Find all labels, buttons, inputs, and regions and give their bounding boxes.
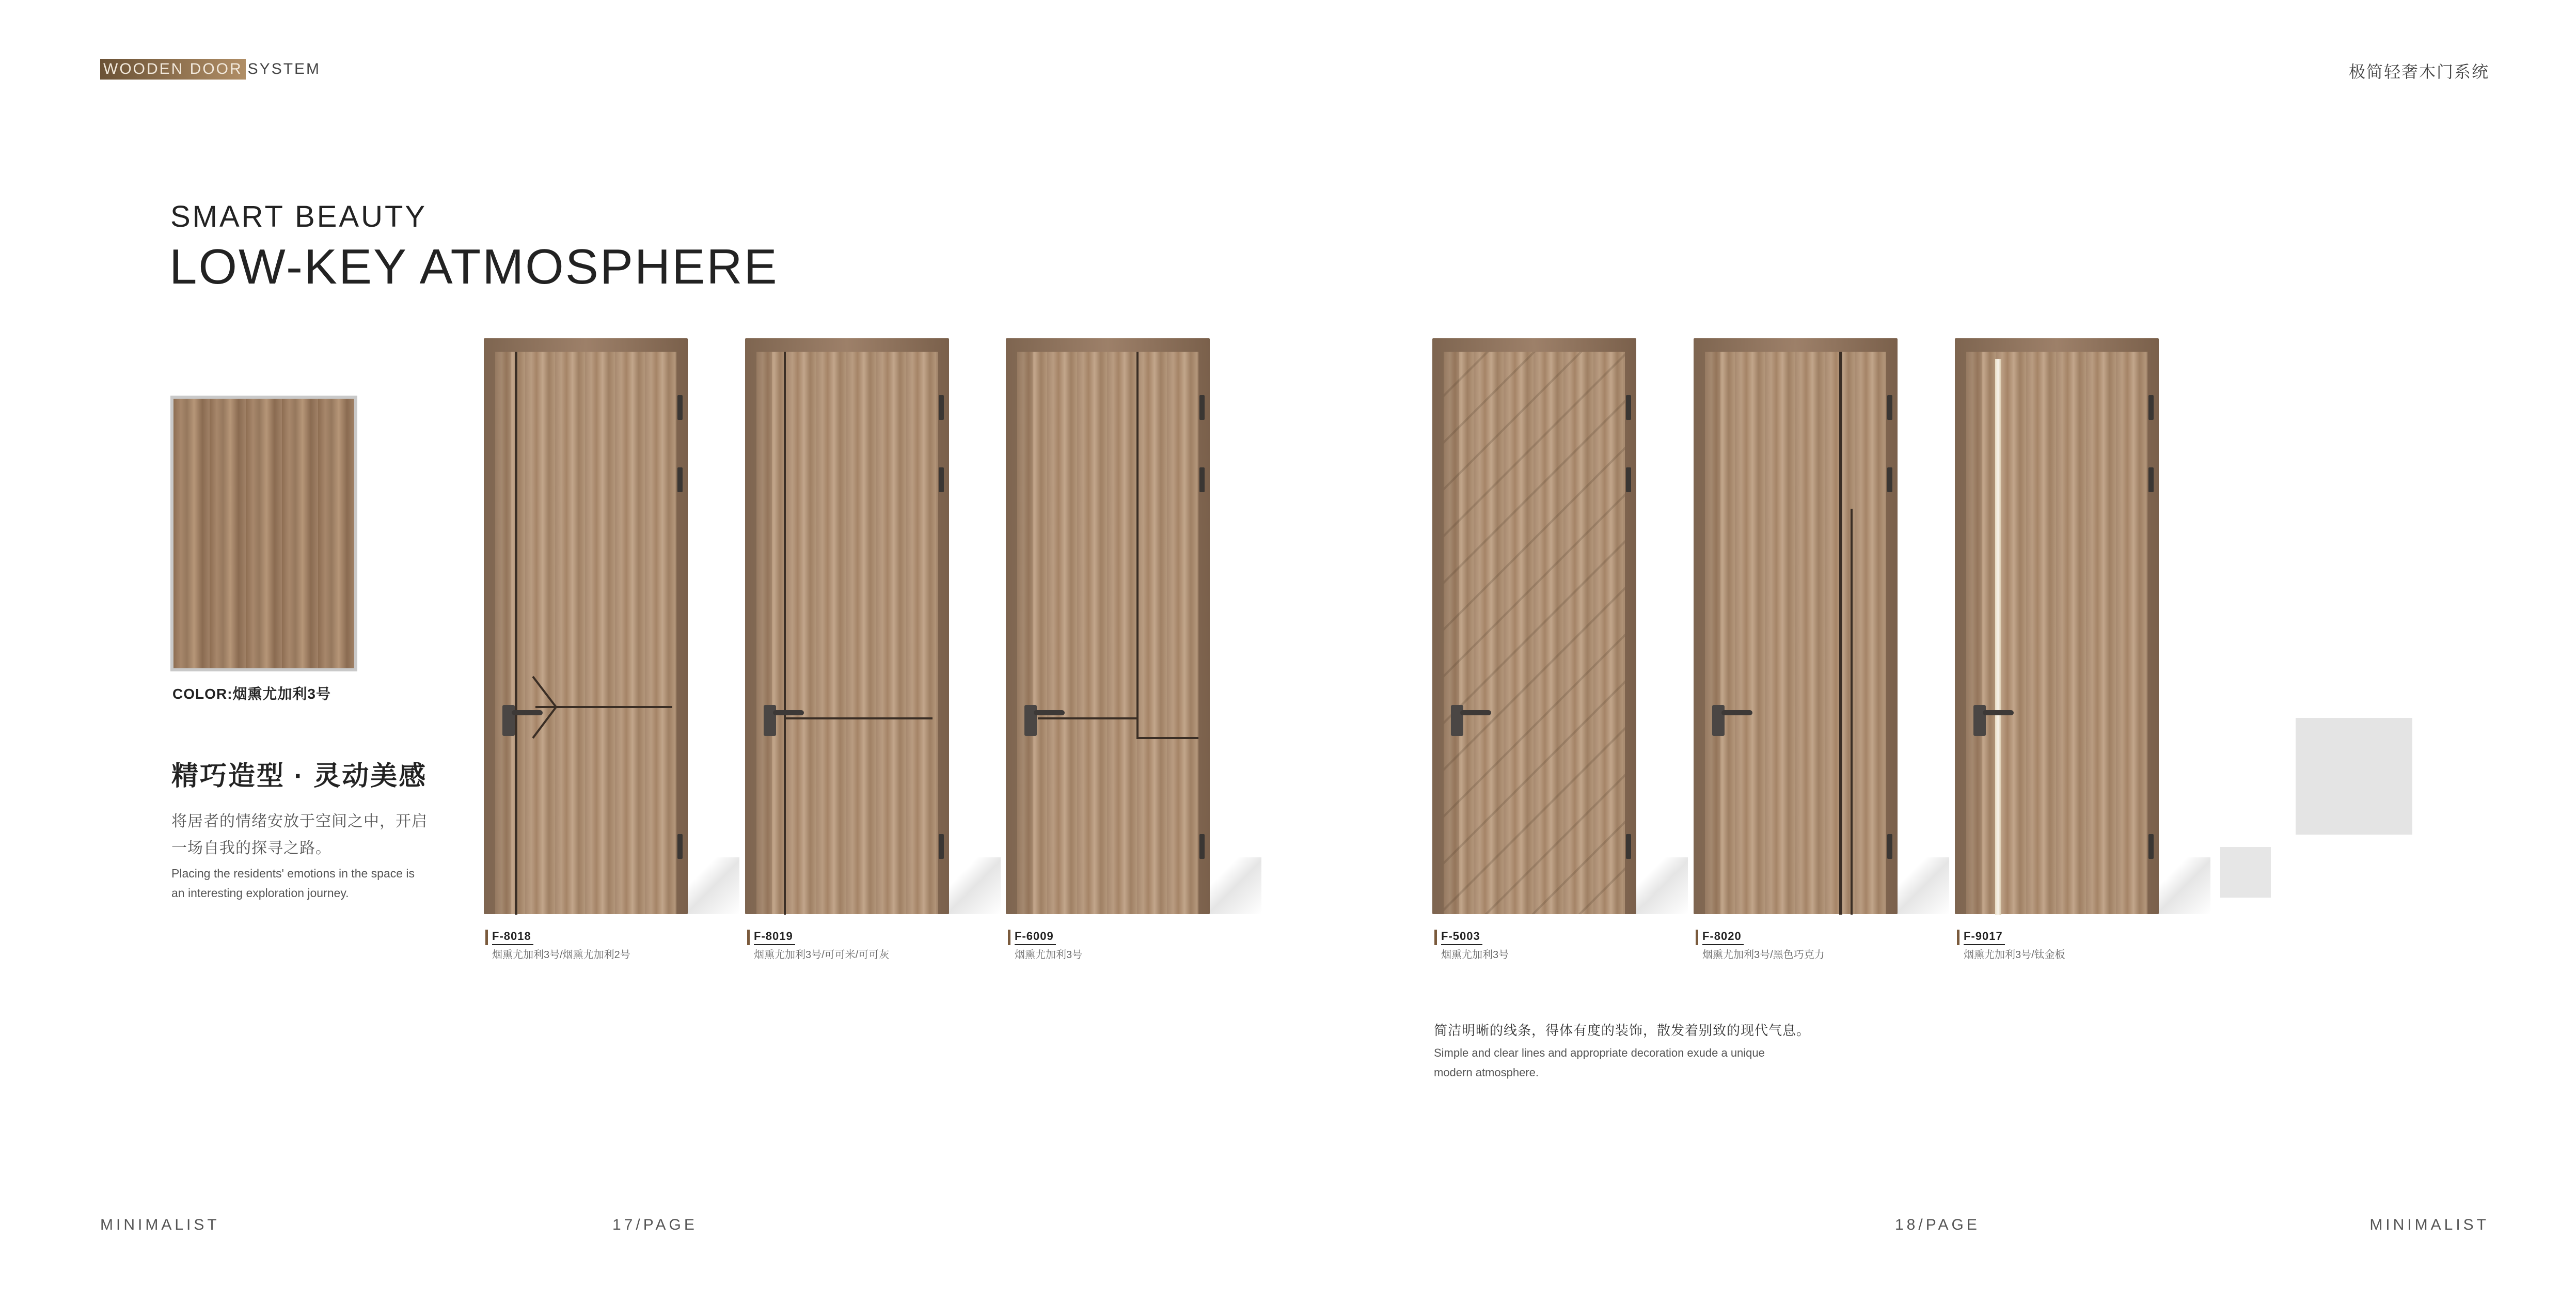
door-image-f8020 <box>1694 338 1898 914</box>
page-title: LOW-KEY ATMOSPHERE <box>169 239 779 294</box>
door-image-f9017 <box>1955 338 2159 914</box>
door-code: F-9017 <box>1957 930 2174 945</box>
door-label-f6009 <box>1008 930 1225 961</box>
footer-right-label: MINIMALIST <box>2369 1216 2489 1233</box>
brand-highlight: WOODEN DOOR <box>100 59 246 80</box>
catalog-title: 极简轻奢木门系统 <box>2348 62 2489 81</box>
door-material: 烟熏尤加利3号/可可米/可可灰 <box>754 949 890 961</box>
door-label-f5003 <box>1434 930 1651 961</box>
brand-rest: SYSTEM <box>247 60 321 77</box>
footer-left-label: MINIMALIST <box>100 1216 220 1233</box>
door-handle <box>1024 705 1066 741</box>
page-subtitle: SMART BEAUTY <box>170 200 428 233</box>
door-label-f8019 <box>747 930 964 961</box>
door-label-f8018 <box>485 930 702 961</box>
right-description-cn: 简洁明晰的线条，得体有度的装饰，散发着别致的现代气息。 <box>1434 1023 1811 1038</box>
door-code: F-6009 <box>1008 930 1225 945</box>
door-code: F-5003 <box>1434 930 1651 945</box>
door-material: 烟熏尤加利3号 <box>1015 949 1083 961</box>
door-handle <box>502 705 544 741</box>
color-swatch <box>170 396 357 671</box>
footer-left-page: 17/PAGE <box>612 1216 698 1233</box>
door-handle <box>764 705 805 741</box>
door-material: 烟熏尤加利3号 <box>1441 949 1509 961</box>
right-description-en: Simple and clear lines and appropriate decoration exude a unique modern atmosphere. <box>1434 1046 1765 1079</box>
decorative-square-large <box>2296 718 2412 835</box>
color-label: COLOR:烟熏尤加利3号 <box>172 686 331 702</box>
decorative-square-small <box>2220 847 2271 898</box>
door-handle <box>1712 705 1753 741</box>
door-material: 烟熏尤加利3号/烟熏尤加利2号 <box>492 949 630 961</box>
footer-right-page: 18/PAGE <box>1895 1216 1980 1233</box>
door-image-f8019 <box>745 338 949 914</box>
door-code: F-8020 <box>1696 930 1913 945</box>
door-handle <box>1451 705 1492 741</box>
door-image-f6009 <box>1006 338 1210 914</box>
door-material: 烟熏尤加利3号/钛金板 <box>1964 949 2065 961</box>
door-label-f8020 <box>1696 930 1913 961</box>
section-description-cn: 将居者的情绪安放于空间之中，开启一场自我的探寻之路。 <box>171 813 428 857</box>
door-code: F-8019 <box>747 930 964 945</box>
brand-logo <box>100 59 321 80</box>
door-handle <box>1973 705 2015 741</box>
section-heading: 精巧造型 · 灵动美感 <box>171 761 428 791</box>
door-image-f5003 <box>1432 338 1636 914</box>
door-material: 烟熏尤加利3号/黑色巧克力 <box>1702 949 1825 961</box>
door-label-f9017 <box>1957 930 2174 961</box>
door-code: F-8018 <box>485 930 702 945</box>
section-description-en: Placing the residents' emotions in the space is an interesting exploration journey. <box>171 867 415 900</box>
door-image-f8018 <box>484 338 688 914</box>
